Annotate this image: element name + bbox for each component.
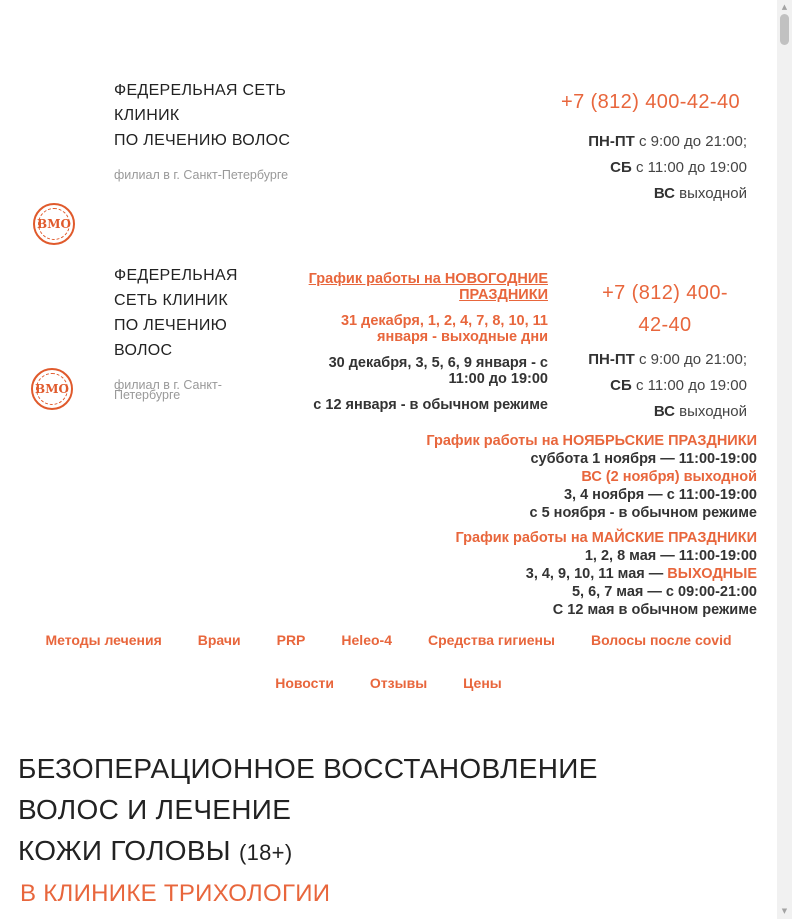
days-off-line: января - выходные дни	[377, 329, 548, 345]
brand-name[interactable]	[114, 263, 238, 363]
may-title	[455, 529, 757, 547]
title-holiday: НОЯБРЬСКИЕ ПРАЗДНИКИ	[562, 433, 757, 449]
brand-line: ФЕДЕРЕЛЬНАЯ СЕТЬ	[114, 82, 287, 99]
nav-item-prices[interactable]: Цены	[463, 675, 502, 691]
brand-line: ВОЛОС	[114, 342, 173, 359]
branch-label	[114, 380, 222, 400]
schedule-line: 3, 4 ноября — с 11:00-19:00	[563, 487, 757, 503]
saturday-label: СБ	[610, 377, 632, 394]
triangle-up-icon[interactable]: ▲	[781, 3, 788, 11]
phone-link[interactable]: +7 (812) 400-42-40	[561, 91, 740, 113]
link-line: График работы на НОВОГОДНИЕ	[308, 271, 548, 287]
weekdays-hours: с 9:00 до 21:00;	[639, 133, 747, 150]
scrollbar-thumb[interactable]	[780, 14, 789, 45]
weekdays-label: ПН-ПТ	[588, 133, 635, 150]
weekdays-hours: с 9:00 до 21:00;	[639, 351, 747, 368]
phone-line: 42-40	[638, 314, 692, 336]
working-hours	[588, 347, 747, 425]
sunday-label: ВС	[653, 403, 675, 420]
title-prefix: График работы на	[426, 433, 559, 449]
saturday-hours: с 11:00 до 19:00	[635, 159, 747, 176]
phone-link[interactable]	[560, 277, 770, 341]
hero-line	[18, 830, 598, 873]
nav-item-hygiene[interactable]: Средства гигиены	[427, 632, 555, 648]
sunday-hours: выходной	[679, 403, 747, 420]
main-nav	[0, 632, 777, 648]
hero-line: БЕЗОПЕРАЦИОННОЕ ВОССТАНОВЛЕНИЕ	[18, 753, 598, 784]
brand-line: КЛИНИК	[114, 107, 180, 124]
clinic-logo[interactable]	[31, 368, 73, 410]
logo-ring	[38, 208, 70, 240]
schedule-line: С 12 мая в обычном режиме	[552, 602, 757, 618]
saturday-label: СБ	[610, 159, 632, 176]
brand-name[interactable]	[114, 78, 290, 153]
nav-item-prp[interactable]: PRP	[276, 632, 306, 648]
vertical-scrollbar[interactable]	[777, 0, 792, 919]
working-hours	[588, 129, 747, 207]
new-year-schedule	[309, 271, 548, 413]
nav-item-covid-hair[interactable]: Волосы после covid	[590, 632, 732, 648]
new-year-normal: с 12 января - в обычном режиме	[313, 397, 548, 413]
schedule-line: с 5 ноября - в обычном режиме	[529, 505, 757, 521]
schedule-line	[455, 565, 757, 583]
logo-ring	[36, 373, 68, 405]
new-year-schedule-link[interactable]	[309, 271, 548, 303]
nav-item-methods[interactable]: Методы лечения	[45, 632, 162, 648]
nav-item-reviews[interactable]: Отзывы	[369, 675, 428, 691]
age-badge: (18+)	[238, 840, 293, 865]
branch-line: Петербурге	[114, 388, 181, 402]
hero-line-text: КОЖИ ГОЛОВЫ	[18, 835, 231, 866]
new-year-short-days	[309, 355, 548, 387]
logo-text: ВМО	[35, 382, 69, 396]
line-prefix: 3, 4, 9, 10, 11 мая —	[525, 566, 664, 582]
may-schedule	[455, 529, 757, 619]
brand-line: ПО ЛЕЧЕНИЮ	[114, 317, 228, 334]
days-off-line: 31 декабря, 1, 2, 4, 7, 8, 10, 11	[340, 313, 548, 329]
brand-line: ФЕДЕРЕЛЬНАЯ	[114, 267, 238, 284]
brand-line: СЕТЬ КЛИНИК	[114, 292, 228, 309]
branch-line: филиал в г. Санкт-	[114, 378, 222, 392]
saturday-hours: с 11:00 до 19:00	[635, 377, 747, 394]
nav-item-doctors[interactable]: Врачи	[197, 632, 241, 648]
weekdays-label: ПН-ПТ	[588, 351, 635, 368]
schedule-line: ВС (2 ноября) выходной	[581, 469, 757, 485]
phone-line: +7 (812) 400-	[602, 282, 728, 304]
schedule-line: суббота 1 ноября — 11:00-19:00	[530, 451, 757, 467]
short-days-line: 30 декабря, 3, 5, 6, 9 января - с	[328, 355, 548, 371]
schedule-line: 1, 2, 8 мая — 11:00-19:00	[584, 548, 757, 564]
hero-subtitle: В КЛИНИКЕ ТРИХОЛОГИИ	[20, 880, 331, 907]
sunday-label: ВС	[653, 185, 675, 202]
clinic-logo[interactable]	[33, 203, 75, 245]
triangle-down-icon[interactable]: ▼	[781, 907, 788, 915]
hero-line: ВОЛОС И ЛЕЧЕНИЕ	[18, 794, 292, 825]
nav-item-heleo4[interactable]: Heleo-4	[341, 632, 392, 648]
new-year-days-off	[309, 313, 548, 345]
title-prefix: График работы на	[455, 530, 588, 546]
november-title	[426, 432, 757, 450]
logo-text: ВМО	[37, 217, 71, 231]
schedule-line: 5, 6, 7 мая — с 09:00-21:00	[571, 584, 757, 600]
brand-line: ПО ЛЕЧЕНИЮ ВОЛОС	[114, 132, 291, 149]
link-line: ПРАЗДНИКИ	[459, 287, 548, 303]
short-days-line: 11:00 до 19:00	[448, 371, 548, 387]
hero-title	[18, 748, 598, 873]
main-nav-row2	[0, 675, 777, 691]
title-holiday: МАЙСКИЕ ПРАЗДНИКИ	[591, 530, 757, 546]
branch-label: филиал в г. Санкт-Петербурге	[114, 168, 289, 182]
sunday-hours: выходной	[679, 185, 747, 202]
november-schedule	[426, 432, 757, 522]
nav-item-news[interactable]: Новости	[275, 675, 334, 691]
line-accent: ВЫХОДНЫЕ	[667, 566, 757, 582]
